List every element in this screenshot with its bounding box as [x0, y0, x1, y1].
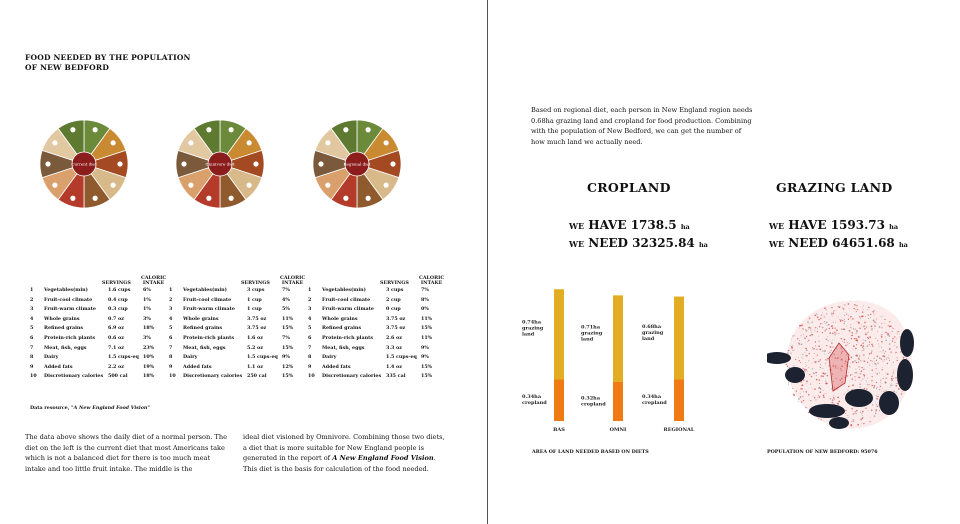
- caloric-header: CALORIC INTAKE: [141, 275, 167, 286]
- servings-value: 0.3 cup: [108, 306, 128, 313]
- servings-value: 3.75 oz: [386, 315, 406, 322]
- servings-value: 335 cal: [386, 373, 406, 380]
- wedge-number-dot: [253, 161, 258, 166]
- caloric-value: 1%: [143, 306, 151, 313]
- wheel-omnivore-diet: [175, 119, 265, 209]
- caloric-value: 8%: [421, 296, 429, 303]
- bar-cropland-regional: [674, 380, 684, 421]
- coast-shape: [879, 391, 899, 415]
- row-number: 7: [308, 344, 312, 351]
- food-name: Discretionary calories: [183, 373, 243, 380]
- food-name: Added fats: [183, 363, 212, 370]
- wedge-number-dot: [45, 161, 50, 166]
- wedge-number-dot: [111, 183, 116, 188]
- row-number: 2: [30, 296, 34, 303]
- table-row: [308, 364, 444, 374]
- wedge-number-dot: [206, 196, 211, 201]
- caloric-value: 11%: [421, 315, 433, 322]
- food-name: Fruit-warm climate: [183, 306, 235, 313]
- table-header: [169, 276, 305, 287]
- row-number: 8: [308, 354, 312, 361]
- table-row: [308, 325, 444, 335]
- food-name: Meat, fish, eggs: [44, 344, 87, 351]
- grazing-label-omni: 0.71ha grazing land: [581, 324, 603, 343]
- food-name: Fruit-cool climate: [183, 296, 232, 303]
- page-divider: [487, 0, 488, 524]
- servings-value: 250 cal: [247, 373, 267, 380]
- row-number: 6: [308, 334, 312, 341]
- servings-value: 1.5 cups-eq: [247, 354, 278, 361]
- table-row: [30, 345, 166, 355]
- table-row: [30, 373, 166, 383]
- wedge-number-dot: [366, 127, 371, 132]
- caloric-value: 11%: [282, 315, 294, 322]
- caloric-value: 15%: [282, 325, 294, 332]
- cropland-have: WE HAVE 1738.5 ha: [569, 218, 690, 232]
- wedge-number-dot: [318, 161, 323, 166]
- caloric-value: 15%: [421, 373, 433, 380]
- servings-value: 500 cal: [108, 373, 128, 380]
- table-row: [169, 287, 305, 297]
- population-map: [767, 283, 927, 443]
- table-row: [30, 316, 166, 326]
- servings-header: SERVINGS: [102, 280, 131, 286]
- food-name: Refined grains: [322, 325, 362, 332]
- food-name: Meat, fish, eggs: [183, 344, 226, 351]
- coast-shape: [785, 367, 805, 383]
- wedge-number-dot: [366, 196, 371, 201]
- row-number: 5: [169, 325, 173, 332]
- paragraph-2: ideal diet visioned by Omnivore. Combining those two diets, a diet that is more suitable for New England people is generated in the report of A New England Food Vision. This diet is the basis for calculation of the food needed.: [243, 433, 445, 473]
- servings-value: 3.75 oz: [247, 315, 267, 322]
- wheel-regional-diet: [312, 119, 402, 209]
- caloric-value: 1%: [143, 296, 151, 303]
- servings-value: 3.75 oz: [247, 325, 267, 332]
- grazing-have: WE HAVE 1593.73 ha: [769, 218, 899, 232]
- caloric-value: 15%: [282, 344, 294, 351]
- servings-value: 1.5 cups-eq: [108, 354, 139, 361]
- row-number: 5: [308, 325, 312, 332]
- row-number: 1: [308, 287, 312, 293]
- caloric-value: 0%: [421, 306, 429, 313]
- servings-value: 1.5 cups-eq: [386, 354, 417, 361]
- food-name: Refined grains: [44, 325, 84, 332]
- row-number: 4: [308, 315, 312, 322]
- table-row: [169, 325, 305, 335]
- caloric-header: CALORIC INTAKE: [280, 275, 306, 286]
- table-row: [308, 297, 444, 307]
- bar-grazing-omni: [613, 295, 623, 382]
- caloric-value: 6%: [143, 287, 151, 293]
- row-number: 9: [169, 363, 173, 370]
- wedge-number-dot: [52, 140, 57, 145]
- wedge-number-dot: [343, 196, 348, 201]
- caloric-value: 7%: [421, 287, 429, 293]
- diet-table-omnivore: [169, 276, 305, 383]
- wedge-number-dot: [325, 140, 330, 145]
- servings-value: 1.4 oz: [386, 363, 402, 370]
- data-source: Data resource, "A New England Food Vision": [30, 405, 150, 411]
- wedge-number-dot: [384, 183, 389, 188]
- row-number: 7: [30, 344, 34, 351]
- food-name: Whole grains: [322, 315, 358, 322]
- servings-value: 1.1 oz: [247, 363, 263, 370]
- caloric-value: 12%: [282, 363, 294, 370]
- wheel-current-diet: [39, 119, 129, 209]
- food-name: Whole grains: [183, 315, 219, 322]
- page-title: FOOD NEEDED BY THE POPULATION OF NEW BEDFORD: [25, 53, 191, 72]
- row-number: 6: [30, 334, 34, 341]
- caloric-value: 11%: [421, 334, 433, 341]
- servings-value: 1.6 cups: [108, 287, 131, 293]
- grazing-heading: GRAZING LAND: [776, 180, 893, 195]
- caloric-value: 15%: [421, 363, 433, 370]
- row-number: 9: [30, 363, 34, 370]
- table-row: [30, 354, 166, 364]
- table-row: [169, 306, 305, 316]
- caloric-value: 3%: [143, 334, 151, 341]
- table-row: [30, 364, 166, 374]
- row-number: 1: [169, 287, 173, 293]
- wedge-number-dot: [247, 140, 252, 145]
- wedge-number-dot: [111, 140, 116, 145]
- caloric-value: 5%: [282, 306, 290, 313]
- chart-caption: AREA OF LAND NEEDED BASED ON DIETS: [532, 449, 649, 455]
- food-name: Fruit-warm climate: [322, 306, 374, 313]
- row-number: 10: [169, 373, 176, 380]
- servings-value: 2 cup: [386, 296, 401, 303]
- food-name: Dairy: [183, 354, 198, 361]
- servings-header: SERVINGS: [241, 280, 270, 286]
- row-number: 10: [308, 373, 315, 380]
- table-row: [308, 287, 444, 297]
- caloric-value: 19%: [143, 363, 155, 370]
- row-number: 10: [30, 373, 37, 380]
- food-name: Vegetables(min): [44, 287, 88, 293]
- food-name: Added fats: [44, 363, 73, 370]
- servings-value: 6.9 oz: [108, 325, 124, 332]
- caloric-header: CALORIC INTAKE: [419, 275, 445, 286]
- wedge-number-dot: [188, 183, 193, 188]
- table-row: [308, 354, 444, 364]
- caloric-value: 7%: [282, 334, 290, 341]
- servings-value: 1 cup: [247, 306, 262, 313]
- table-row: [169, 335, 305, 345]
- food-name: Protein-rich plants: [183, 334, 235, 341]
- table-row: [308, 306, 444, 316]
- cropland-label-regional: 0.34ha cropland: [642, 394, 667, 407]
- servings-value: 3 cups: [386, 287, 404, 293]
- bar-cropland-omni: [613, 382, 623, 421]
- row-number: 8: [169, 354, 173, 361]
- row-number: 3: [30, 306, 34, 313]
- bar-cropland-bas: [554, 380, 564, 421]
- coast-shape: [829, 417, 849, 429]
- servings-value: 2.2 oz: [108, 363, 124, 370]
- food-name: Protein-rich plants: [44, 334, 96, 341]
- caloric-value: 23%: [143, 344, 155, 351]
- servings-value: 0.6 oz: [108, 334, 124, 341]
- bar-grazing-regional: [674, 297, 684, 380]
- servings-value: 3.3 oz: [386, 344, 402, 351]
- wedge-number-dot: [325, 183, 330, 188]
- caloric-value: 9%: [421, 344, 429, 351]
- category-label-bas: BAS: [553, 427, 565, 433]
- table-row: [169, 316, 305, 326]
- category-label-regional: REGIONAL: [663, 427, 695, 433]
- land-bar-chart: [519, 290, 709, 435]
- servings-value: 7.1 oz: [108, 344, 124, 351]
- caloric-value: 9%: [421, 354, 429, 361]
- servings-value: 3 cups: [247, 287, 265, 293]
- table-row: [169, 373, 305, 383]
- food-name: Fruit-cool climate: [44, 296, 93, 303]
- food-name: Dairy: [44, 354, 59, 361]
- intro-text: Based on regional diet, each person in New England region needs 0.68ha grazing land and cropland for food production. Combining with the population of New Bedford, we can get the number of how much land we actually need.: [531, 106, 753, 146]
- row-number: 3: [308, 306, 312, 313]
- row-number: 9: [308, 363, 312, 370]
- food-name: Discretionary calories: [44, 373, 104, 380]
- caloric-value: 18%: [143, 373, 155, 380]
- row-number: 8: [30, 354, 34, 361]
- table-row: [308, 345, 444, 355]
- caloric-value: 15%: [282, 373, 294, 380]
- wedge-number-dot: [117, 161, 122, 166]
- bar-grazing-bas: [554, 289, 564, 379]
- row-number: 5: [30, 325, 34, 332]
- wedge-number-dot: [343, 127, 348, 132]
- wedge-number-dot: [70, 196, 75, 201]
- table-row: [308, 316, 444, 326]
- caloric-value: 18%: [143, 325, 155, 332]
- wedge-number-dot: [93, 196, 98, 201]
- food-name: Dairy: [322, 354, 337, 361]
- map-caption: POPULATION OF NEW BEDFORD: 95076: [767, 449, 878, 455]
- coast-shape: [809, 404, 845, 418]
- grazing-need: WE NEED 64651.68 ha: [769, 236, 908, 250]
- grazing-label-bas: 0.74ha grazing land: [522, 319, 544, 338]
- diet-table-regional: [308, 276, 444, 383]
- servings-value: 1.6 oz: [247, 334, 263, 341]
- wedge-number-dot: [181, 161, 186, 166]
- wedge-number-dot: [93, 127, 98, 132]
- servings-value: 3.75 oz: [386, 325, 406, 332]
- wedge-number-dot: [70, 127, 75, 132]
- bar-chart-svg: [519, 290, 709, 435]
- wedge-number-dot: [247, 183, 252, 188]
- table-row: [169, 354, 305, 364]
- row-number: 7: [169, 344, 173, 351]
- wheel-label: Current diet: [71, 161, 97, 167]
- row-number: 1: [30, 287, 34, 293]
- caloric-value: 15%: [421, 325, 433, 332]
- row-number: 4: [169, 315, 173, 322]
- diet-table-current: [30, 276, 166, 383]
- table-row: [30, 297, 166, 307]
- table-row: [169, 345, 305, 355]
- table-header: [308, 276, 444, 287]
- table-row: [30, 325, 166, 335]
- row-number: 3: [169, 306, 173, 313]
- wedge-number-dot: [390, 161, 395, 166]
- category-label-omni: OMNI: [609, 427, 627, 433]
- food-name: Vegetables(min): [183, 287, 227, 293]
- food-name: Fruit-cool climate: [322, 296, 371, 303]
- row-number: 6: [169, 334, 173, 341]
- wheel-label: Regional diet: [343, 161, 371, 167]
- food-name: Fruit-warm climate: [44, 306, 96, 313]
- food-name: Added fats: [322, 363, 351, 370]
- grazing-label-regional: 0.68ha grazing land: [642, 324, 664, 343]
- caloric-value: 10%: [143, 354, 155, 361]
- servings-header: SERVINGS: [380, 280, 409, 286]
- wedge-number-dot: [229, 127, 234, 132]
- wedge-number-dot: [229, 196, 234, 201]
- servings-value: 0.7 oz: [108, 315, 124, 322]
- paragraph-1: The data above shows the daily diet of a normal person. The diet on the left is the current diet that most Americans take which is not a balanced diet for there is too much meat intake and too little fruit intake. The middle is the: [25, 433, 228, 473]
- wedge-number-dot: [384, 140, 389, 145]
- table-header: [30, 276, 166, 287]
- caloric-value: 3%: [143, 315, 151, 322]
- servings-value: 0 cup: [386, 306, 401, 313]
- food-name: Discretionary calories: [322, 373, 382, 380]
- row-number: 4: [30, 315, 34, 322]
- servings-value: 1 cup: [247, 296, 262, 303]
- table-row: [169, 297, 305, 307]
- wedge-number-dot: [188, 140, 193, 145]
- cropland-need: WE NEED 32325.84 ha: [569, 236, 708, 250]
- cropland-label-omni: 0.32ha cropland: [581, 395, 606, 408]
- coast-shape: [900, 329, 914, 357]
- right-page: [489, 0, 960, 524]
- row-number: 2: [308, 296, 312, 303]
- caloric-value: 9%: [282, 354, 290, 361]
- coast-shape: [897, 359, 913, 391]
- coast-shape: [845, 389, 873, 407]
- servings-value: 5.2 oz: [247, 344, 263, 351]
- servings-value: 0.4 cup: [108, 296, 128, 303]
- wedge-number-dot: [206, 127, 211, 132]
- food-name: Vegetables(min): [322, 287, 366, 293]
- table-row: [308, 373, 444, 383]
- food-name: Refined grains: [183, 325, 223, 332]
- table-row: [30, 287, 166, 297]
- table-row: [30, 306, 166, 316]
- table-row: [308, 335, 444, 345]
- table-row: [169, 364, 305, 374]
- cropland-label-bas: 0.34ha cropland: [522, 394, 547, 407]
- food-name: Whole grains: [44, 315, 80, 322]
- table-row: [30, 335, 166, 345]
- food-name: Protein-rich plants: [322, 334, 374, 341]
- servings-value: 2.6 oz: [386, 334, 402, 341]
- wheel-label: Omnivore diet: [205, 161, 235, 167]
- row-number: 2: [169, 296, 173, 303]
- wedge-number-dot: [52, 183, 57, 188]
- caloric-value: 4%: [282, 296, 290, 303]
- caloric-value: 7%: [282, 287, 290, 293]
- cropland-heading: CROPLAND: [587, 180, 671, 195]
- food-name: Meat, fish, eggs: [322, 344, 365, 351]
